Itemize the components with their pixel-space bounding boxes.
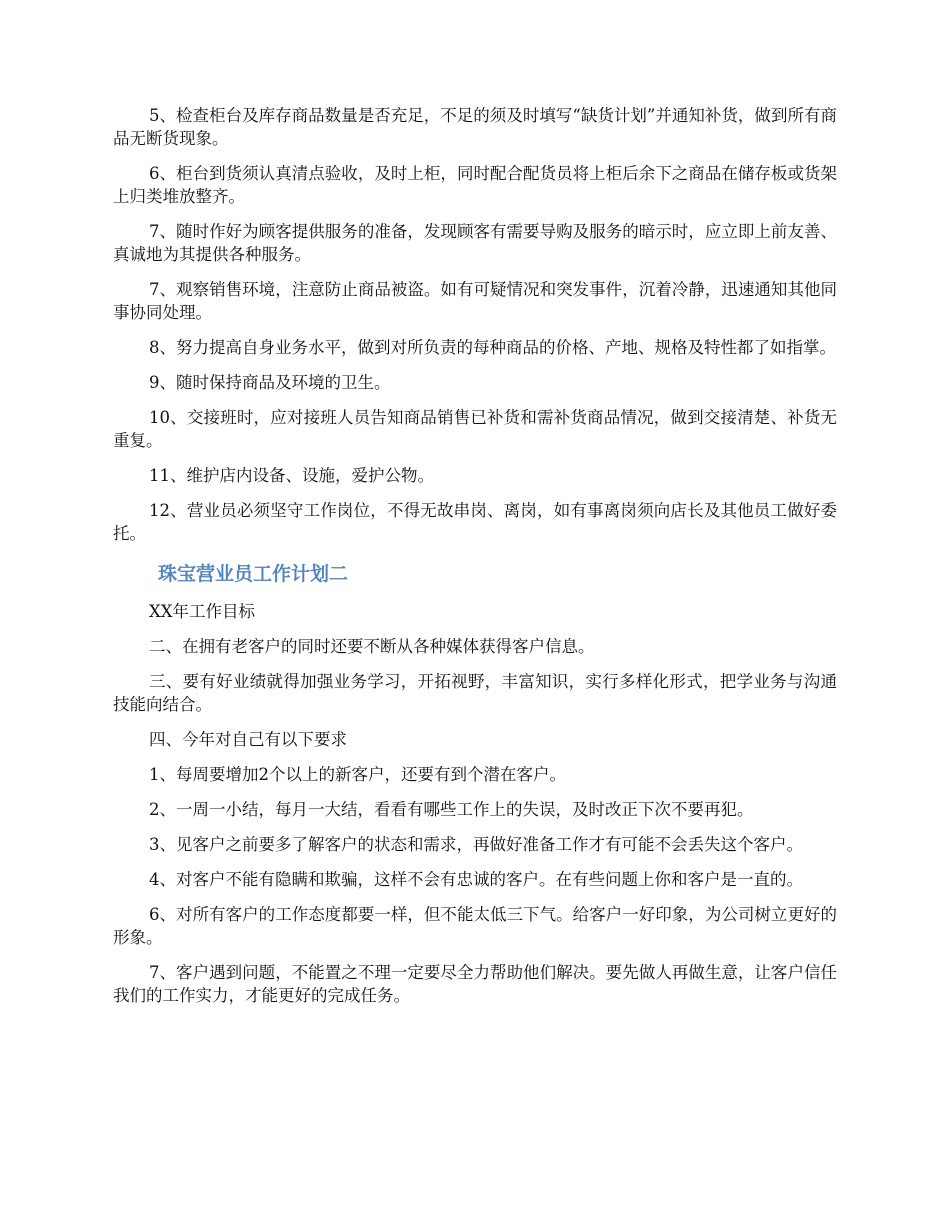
paragraph-item-8: 8、努力提高自身业务水平，做到对所负责的每种商品的价格、产地、规格及特性都了如指掌。	[149, 338, 836, 357]
paragraph-item-10: 10、交接班时，应对接班人员告知商品销售已补货和需补货商品情况，做到交接清楚、补货无重复。	[113, 408, 837, 450]
paragraph-item-6: 6、柜台到货须认真清点验收，及时上柜，同时配合配货员将上柜后余下之商品在储存板或货架上归类堆放整齐。	[113, 164, 837, 206]
paragraph-goals-title: XX年工作目标	[149, 602, 255, 621]
document-page	[113, 104, 837, 1019]
paragraph-requirement-2: 2、一周一小结，每月一大结，看看有哪些工作上的失误，及时改正下次不要再犯。	[149, 800, 754, 819]
paragraph-point-3: 三、要有好业绩就得加强业务学习，开拓视野，丰富知识，实行多样化形式，把学业务与沟通技能向结合。	[113, 672, 837, 714]
paragraph-requirement-7: 7、客户遇到问题，不能置之不理一定要尽全力帮助他们解决。要先做人再做生意，让客户信任我们的工作实力，才能更好的完成任务。	[113, 963, 837, 1005]
paragraph-point-2: 二、在拥有老客户的同时还要不断从各种媒体获得客户信息。	[149, 637, 595, 656]
paragraph-requirement-3: 3、见客户之前要多了解客户的状态和需求，再做好准备工作才有可能不会丢失这个客户。	[149, 835, 803, 854]
paragraph-requirement-1: 1、每周要增加2个以上的新客户，还要有到个潜在客户。	[149, 765, 566, 784]
paragraph-requirement-6: 6、对所有客户的工作态度都要一样，但不能太低三下气。给客户一好印象，为公司树立更好的形象。	[113, 905, 837, 947]
paragraph-item-7b: 7、观察销售环境，注意防止商品被盗。如有可疑情况和突发事件，沉着冷静，迅速通知其他同事协同处理。	[113, 280, 837, 322]
paragraph-item-12: 12、营业员必须坚守工作岗位，不得无故串岗、离岗，如有事离岗须向店长及其他员工做好委托。	[113, 501, 837, 543]
paragraph-item-7a: 7、随时作好为顾客提供服务的准备，发现顾客有需要导购及服务的暗示时，应立即上前友善、真诚地为其提供各种服务。	[113, 222, 837, 264]
paragraph-item-9: 9、随时保持商品及环境的卫生。	[149, 373, 391, 392]
paragraph-point-4: 四、今年对自己有以下要求	[149, 730, 347, 749]
paragraph-item-5: 5、检查柜台及库存商品数量是否充足，不足的须及时填写“缺货计划”并通知补货，做到所有商品无断货现象。	[113, 106, 837, 148]
section-heading: 珠宝营业员工作计划二	[158, 563, 349, 585]
paragraph-item-11: 11、维护店内设备、设施，爱护公物。	[149, 466, 434, 485]
paragraph-requirement-4: 4、对客户不能有隐瞒和欺骗，这样不会有忠诚的客户。在有些问题上你和客户是一直的。	[149, 870, 803, 889]
